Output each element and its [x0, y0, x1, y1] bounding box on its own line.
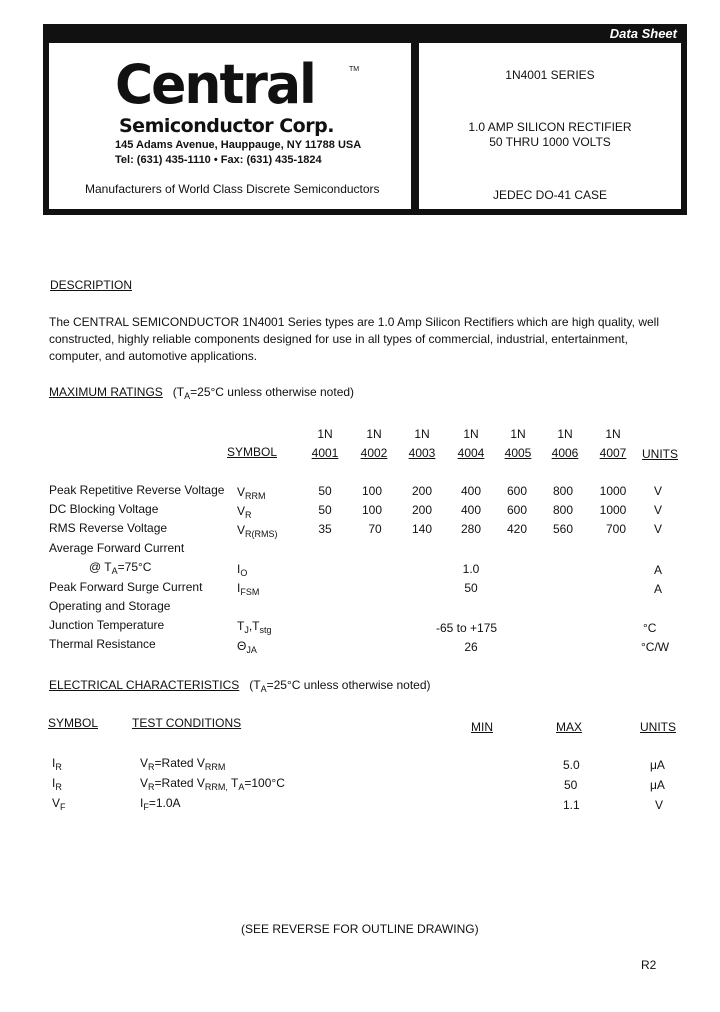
cond-part: V	[140, 776, 149, 790]
company-logo-subtitle: Semiconductor Corp.	[119, 115, 334, 137]
rating-value: 70	[368, 522, 382, 536]
description-line: constructed, highly reliable components designed for use in all types of commercial, industrial, entertainment,	[49, 332, 628, 346]
cond-post: =75°C	[117, 560, 152, 574]
part-number: 4002	[360, 446, 388, 460]
elec-min-header: MIN	[471, 720, 493, 734]
cond-part: V	[140, 756, 149, 770]
rating-unit: V	[654, 503, 663, 517]
elec-unit: μA	[650, 758, 665, 772]
param-label: Junction Temperature	[49, 618, 165, 632]
units-col-header: UNITS	[642, 447, 678, 461]
rating-value: 280	[460, 522, 482, 536]
rating-value: 800	[552, 484, 574, 498]
cond-part: T	[227, 776, 239, 790]
sym-main: I	[52, 776, 56, 790]
company-address: 145 Adams Avenue, Hauppauge, NY 11788 USA	[115, 139, 362, 151]
rating-value: 560	[552, 522, 574, 536]
data-sheet-tag: Data Sheet	[609, 26, 677, 41]
description-line: computer, and automotive applications.	[49, 349, 258, 363]
sym-main: I	[237, 581, 241, 595]
elec-unit: μA	[650, 778, 665, 792]
cond-sub: RRM	[204, 762, 226, 772]
part-number: 4006	[551, 446, 579, 460]
sym-sub: F	[60, 802, 66, 812]
cond-sub: A	[238, 782, 245, 792]
part-number: 4001	[311, 446, 339, 460]
part-prefix: 1N	[463, 427, 479, 441]
part-number: 4007	[599, 446, 627, 460]
param-label: Average Forward Current	[49, 541, 185, 555]
rating-value: 100	[361, 484, 383, 498]
elec-symbol-header: SYMBOL	[48, 716, 99, 730]
param-label: DC Blocking Voltage	[49, 502, 159, 516]
description-heading: DESCRIPTION	[50, 278, 133, 292]
param-symbol	[237, 639, 257, 655]
company-phone: Tel: (631) 435-1110 • Fax: (631) 435-1824	[115, 154, 322, 166]
elec-cond: (T	[249, 678, 261, 692]
elec-symbol	[52, 756, 62, 772]
rating-value: 600	[506, 503, 528, 517]
rating-unit: V	[654, 484, 663, 498]
sym-mid: ,T	[248, 619, 260, 633]
elec-max-value: 5.0	[563, 758, 580, 772]
max-ratings-cond: (T	[172, 385, 185, 399]
case-type: JEDEC DO-41 CASE	[492, 188, 608, 202]
elec-max-value: 1.1	[563, 798, 580, 812]
rating-value: 50	[464, 581, 478, 595]
max-ratings-cond-sub: A	[184, 391, 191, 401]
product-desc-1: 1.0 AMP SILICON RECTIFIER	[468, 120, 632, 134]
cond-sub: RRM,	[204, 782, 228, 792]
sym-main: V	[237, 523, 246, 537]
revision-label: R2	[641, 958, 657, 972]
sym-sub: R(RMS)	[245, 529, 278, 539]
rating-value: 400	[460, 484, 482, 498]
rating-value: 26	[464, 640, 478, 654]
param-label: Peak Repetitive Reverse Voltage	[49, 483, 225, 497]
sym-main: V	[237, 485, 246, 499]
sym-sub: FSM	[240, 587, 260, 597]
rating-unit: V	[654, 522, 663, 536]
rating-value: 600	[506, 484, 528, 498]
param-symbol	[237, 485, 266, 501]
max-ratings-heading: MAXIMUM RATINGS	[49, 385, 163, 399]
part-number: 4004	[457, 446, 485, 460]
sym-sub: R	[245, 510, 252, 520]
sym-main: T	[237, 619, 245, 633]
part-number: 4005	[504, 446, 532, 460]
sym-sub: R	[55, 762, 62, 772]
param-symbol	[237, 581, 259, 597]
param-symbol	[237, 504, 252, 520]
sym-sub: J	[244, 625, 249, 635]
rating-unit: °C/W	[641, 640, 670, 654]
part-prefix: 1N	[317, 427, 333, 441]
param-symbol	[237, 523, 278, 539]
elec-unit: V	[655, 798, 664, 812]
rating-value: 50	[318, 503, 332, 517]
elec-condition	[140, 796, 181, 812]
cond-sub: F	[143, 802, 149, 812]
elec-test-header: TEST CONDITIONS	[132, 716, 242, 730]
part-prefix: 1N	[605, 427, 621, 441]
sym-main: Θ	[237, 639, 247, 653]
elec-units-header: UNITS	[640, 720, 676, 734]
cond-part: =Rated V	[154, 776, 205, 790]
part-prefix: 1N	[366, 427, 382, 441]
part-prefix: 1N	[510, 427, 526, 441]
rating-value: 1000	[599, 484, 627, 498]
cond-main: @ T	[89, 560, 112, 574]
elec-cond-post: =25°C unless otherwise noted)	[266, 678, 431, 692]
sym-main: V	[237, 504, 246, 518]
description-line: The CENTRAL SEMICONDUCTOR 1N4001 Series types are 1.0 Amp Silicon Rectifiers which are high quality, well	[49, 315, 660, 329]
param-label: Operating and Storage	[49, 599, 171, 613]
param-label: RMS Reverse Voltage	[49, 521, 168, 535]
symbol-col-header: SYMBOL	[227, 445, 278, 459]
elec-max-header: MAX	[556, 720, 583, 734]
cond-part: =Rated V	[154, 756, 205, 770]
sym-sub: O	[240, 568, 248, 578]
rating-value: 200	[411, 503, 433, 517]
cond-part: =100°C	[244, 776, 285, 790]
rating-value: 1.0	[462, 562, 480, 576]
sym-main: I	[52, 756, 56, 770]
param-symbol	[237, 562, 247, 578]
rating-value: 700	[605, 522, 627, 536]
rating-value: 50	[318, 484, 332, 498]
elec-heading: ELECTRICAL CHARACTERISTICS	[49, 678, 240, 692]
part-prefix: 1N	[414, 427, 430, 441]
cond-sub: A	[111, 566, 118, 576]
part-number: 4003	[408, 446, 436, 460]
max-ratings-cond-post: =25°C unless otherwise noted)	[190, 385, 355, 399]
rating-value: 140	[411, 522, 433, 536]
elec-cond-sub: A	[260, 684, 267, 694]
sym-main: I	[237, 562, 241, 576]
elec-symbol	[52, 776, 62, 792]
sym-sub: RRM	[245, 491, 266, 501]
sym-sub: stg	[259, 625, 272, 635]
rating-value: 100	[361, 503, 383, 517]
rating-value: 1000	[599, 503, 627, 517]
product-panel	[419, 43, 681, 209]
cond-part: =1.0A	[148, 796, 181, 810]
param-condition	[89, 560, 151, 576]
elec-condition	[140, 756, 225, 772]
rating-unit: A	[654, 563, 663, 577]
param-symbol	[237, 619, 272, 635]
elec-condition	[140, 776, 285, 792]
product-desc-2: 50 THRU 1000 VOLTS	[489, 135, 611, 149]
company-tagline: Manufacturers of World Class Discrete Semiconductors	[85, 182, 380, 196]
series-title: 1N4001 SERIES	[505, 68, 595, 82]
rating-value: 35	[318, 522, 332, 536]
sym-sub: JA	[246, 645, 257, 655]
elec-heading-row	[49, 678, 431, 694]
rating-value: -65 to +175	[436, 621, 498, 635]
sym-main: V	[52, 796, 61, 810]
elec-max-value: 50	[564, 778, 578, 792]
rating-value: 800	[552, 503, 574, 517]
trademark-mark: TM	[349, 66, 360, 73]
sym-sub: R	[55, 782, 62, 792]
param-label: Peak Forward Surge Current	[49, 580, 203, 594]
outline-drawing-note: (SEE REVERSE FOR OUTLINE DRAWING)	[241, 922, 479, 936]
company-panel	[49, 43, 411, 209]
rating-value: 420	[506, 522, 528, 536]
company-logo: Central	[115, 53, 315, 117]
param-label: Thermal Resistance	[49, 637, 156, 651]
cond-sub: R	[148, 782, 155, 792]
rating-unit: °C	[643, 621, 657, 635]
max-ratings-heading-row	[49, 385, 354, 401]
rating-unit: A	[654, 582, 663, 596]
cond-part: I	[140, 796, 144, 810]
rating-value: 200	[411, 484, 433, 498]
part-prefix: 1N	[557, 427, 573, 441]
rating-value: 400	[460, 503, 482, 517]
cond-sub: R	[148, 762, 155, 772]
elec-symbol	[52, 796, 66, 812]
